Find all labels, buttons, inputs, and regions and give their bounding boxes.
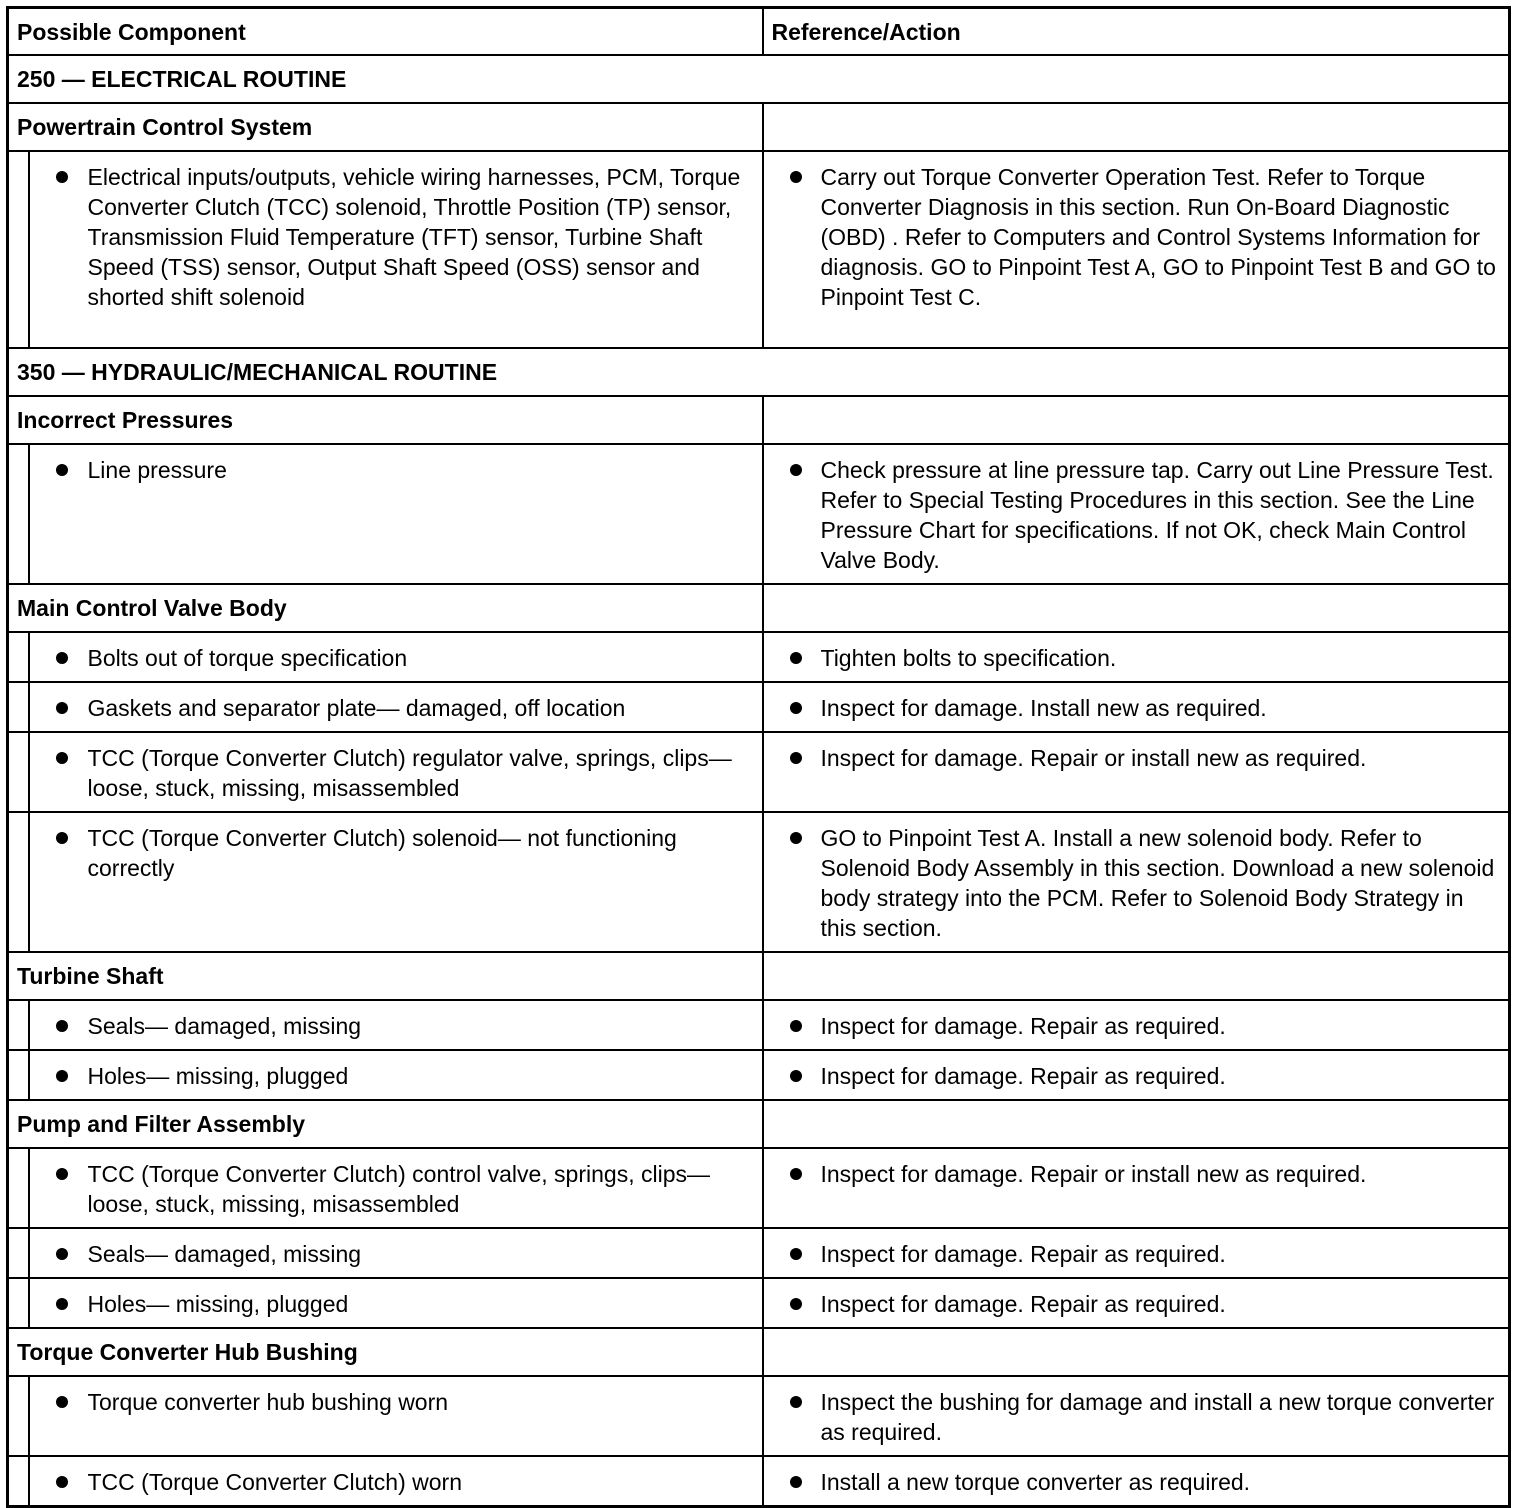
group-action-cell — [763, 1100, 1510, 1148]
table-row — [8, 632, 1510, 682]
table-row — [8, 732, 1510, 812]
action-cell — [763, 632, 1510, 682]
bullet-icon — [764, 1467, 821, 1497]
group-cell — [8, 584, 763, 632]
action-text: Inspect for damage. Repair as required. — [820, 1290, 1226, 1317]
group-row — [8, 1328, 1510, 1376]
component-cell — [29, 1456, 763, 1507]
component-text: Seals— damaged, missing — [87, 1240, 362, 1267]
bullet-icon — [30, 693, 88, 723]
component-text: Seals— damaged, missing — [87, 1012, 362, 1039]
group-action-cell — [763, 584, 1510, 632]
bullet-icon — [30, 1159, 88, 1219]
component-item — [30, 683, 762, 731]
action-text: Inspect for damage. Repair as required. — [820, 1012, 1226, 1039]
indent-cell — [8, 632, 29, 682]
group-title: Main Control Valve Body — [17, 594, 287, 621]
action-cell — [763, 1000, 1510, 1050]
bullet-icon — [30, 1289, 88, 1319]
component-text: TCC (Torque Converter Clutch) solenoid— not functioning correctly — [87, 824, 677, 881]
bullet-icon — [764, 693, 821, 723]
component-item — [30, 633, 762, 681]
component-item — [30, 1229, 762, 1277]
component-text: Holes— missing, plugged — [87, 1062, 349, 1089]
component-cell — [29, 682, 763, 732]
action-text: Inspect for damage. Install new as required. — [820, 694, 1267, 721]
action-text: Check pressure at line pressure tap. Carry out Line Pressure Test. Refer to Special Testing Procedures in this section. See the Line Pressure Chart for specifications. If not OK, check Main Control Valve Body. — [820, 456, 1494, 573]
component-cell — [29, 1050, 763, 1100]
group-title: Pump and Filter Assembly — [17, 1110, 305, 1137]
action-text: Install a new torque converter as required. — [820, 1468, 1251, 1495]
bullet-icon — [30, 1467, 88, 1497]
action-cell — [763, 1376, 1510, 1456]
table-row — [8, 1456, 1510, 1507]
action-text: Inspect for damage. Repair or install new as required. — [820, 744, 1367, 771]
group-action-cell — [763, 1328, 1510, 1376]
component-cell — [29, 732, 763, 812]
indent-cell — [8, 682, 29, 732]
group-action-cell — [763, 396, 1510, 444]
group-row — [8, 396, 1510, 444]
component-item — [30, 813, 762, 891]
component-item — [30, 445, 762, 493]
bullet-icon — [30, 1061, 88, 1091]
group-title: Torque Converter Hub Bushing — [17, 1338, 358, 1365]
indent-cell — [8, 1148, 29, 1228]
bullet-icon — [30, 1011, 88, 1041]
action-item — [764, 683, 1509, 731]
diagnosis-table-body — [8, 8, 1510, 1507]
action-text: Carry out Torque Converter Operation Test. Refer to Torque Converter Diagnosis in this section. Run On-Board Diagnostic (OBD) . Refer to Computers and Control Systems Information for diagnosis. GO to Pinpoint Test A, GO to Pinpoint Test B and GO to Pinpoint Test C. — [820, 163, 1496, 310]
bullet-icon — [764, 1011, 821, 1041]
component-text: Line pressure — [87, 456, 227, 483]
action-item — [764, 1051, 1509, 1099]
component-item — [30, 733, 762, 811]
header-action: Reference/Action — [771, 19, 961, 45]
action-item — [764, 633, 1509, 681]
section-row — [8, 348, 1510, 396]
bullet-icon — [30, 643, 88, 673]
table-row — [8, 1228, 1510, 1278]
table-row — [8, 151, 1510, 348]
group-cell — [8, 103, 763, 151]
bullet-icon — [764, 1061, 821, 1091]
component-cell — [29, 1228, 763, 1278]
action-text: Tighten bolts to specification. — [820, 644, 1117, 671]
indent-cell — [8, 732, 29, 812]
table-row — [8, 1050, 1510, 1100]
component-text: TCC (Torque Converter Clutch) regulator valve, springs, clips— loose, stuck, missing, misassembled — [87, 744, 732, 801]
bullet-icon — [764, 1159, 821, 1189]
header-component: Possible Component — [17, 19, 246, 45]
table-row — [8, 1278, 1510, 1328]
component-item — [30, 1457, 762, 1505]
table-row — [8, 1376, 1510, 1456]
action-text: Inspect for damage. Repair as required. — [820, 1240, 1226, 1267]
component-cell — [29, 151, 763, 348]
component-cell — [29, 812, 763, 952]
indent-cell — [8, 812, 29, 952]
action-item — [764, 1229, 1509, 1277]
indent-cell — [8, 1228, 29, 1278]
group-row — [8, 952, 1510, 1000]
bullet-icon — [30, 743, 88, 803]
group-row — [8, 584, 1510, 632]
group-title: Turbine Shaft — [17, 962, 164, 989]
section-title: 350 — HYDRAULIC/MECHANICAL ROUTINE — [17, 358, 498, 385]
bullet-icon — [764, 1387, 821, 1447]
bullet-icon — [30, 823, 88, 883]
group-cell — [8, 952, 763, 1000]
indent-cell — [8, 1456, 29, 1507]
action-cell — [763, 1050, 1510, 1100]
action-text: Inspect the bushing for damage and install a new torque converter as required. — [820, 1388, 1495, 1445]
bullet-icon — [764, 643, 821, 673]
component-text: TCC (Torque Converter Clutch) control valve, springs, clips— loose, stuck, missing, misassembled — [87, 1160, 710, 1217]
group-row — [8, 103, 1510, 151]
bullet-icon — [30, 162, 88, 312]
table-row — [8, 682, 1510, 732]
component-text: Bolts out of torque specification — [87, 644, 408, 671]
action-cell — [763, 812, 1510, 952]
indent-cell — [8, 1376, 29, 1456]
action-item — [764, 733, 1509, 781]
diagnosis-table — [6, 6, 1511, 1508]
action-cell — [763, 444, 1510, 584]
section-cell — [8, 55, 1510, 103]
action-text: GO to Pinpoint Test A. Install a new solenoid body. Refer to Solenoid Body Assembly in this section. Download a new solenoid body strategy into the PCM. Refer to Solenoid Body Strategy in this section. — [820, 824, 1495, 941]
group-cell — [8, 1328, 763, 1376]
bullet-icon — [764, 455, 821, 575]
bullet-icon — [764, 1289, 821, 1319]
action-cell — [763, 1228, 1510, 1278]
component-item — [30, 1051, 762, 1099]
indent-cell — [8, 1000, 29, 1050]
section-cell — [8, 348, 1510, 396]
header-component-cell — [8, 8, 763, 55]
group-action-cell — [763, 103, 1510, 151]
action-text: Inspect for damage. Repair as required. — [820, 1062, 1226, 1089]
indent-cell — [8, 1278, 29, 1328]
bullet-icon — [764, 1239, 821, 1269]
indent-cell — [8, 444, 29, 584]
component-item — [30, 1377, 762, 1425]
indent-cell — [8, 1050, 29, 1100]
action-item — [764, 1377, 1509, 1455]
component-text: Electrical inputs/outputs, vehicle wiring harnesses, PCM, Torque Converter Clutch (TCC) solenoid, Throttle Position (TP) sensor, Transmission Fluid Temperature (TFT) sensor, Turbine Shaft Speed (TSS) sensor, Output Shaft Speed (OSS) sensor and shorted shift solenoid — [87, 163, 741, 310]
component-item — [30, 1001, 762, 1049]
group-cell — [8, 396, 763, 444]
component-cell — [29, 1278, 763, 1328]
component-text: Torque converter hub bushing worn — [87, 1388, 449, 1415]
header-row — [8, 8, 1510, 55]
action-cell — [763, 151, 1510, 348]
component-cell — [29, 444, 763, 584]
section-title: 250 — ELECTRICAL ROUTINE — [17, 65, 347, 92]
component-cell — [29, 1376, 763, 1456]
action-cell — [763, 1456, 1510, 1507]
component-text: Gaskets and separator plate— damaged, off location — [87, 694, 626, 721]
action-text: Inspect for damage. Repair or install new as required. — [820, 1160, 1367, 1187]
bullet-icon — [764, 743, 821, 773]
table-row — [8, 444, 1510, 584]
component-text: TCC (Torque Converter Clutch) worn — [87, 1468, 463, 1495]
action-item — [764, 1457, 1509, 1505]
action-item — [764, 445, 1509, 583]
bullet-icon — [30, 1387, 88, 1417]
component-cell — [29, 632, 763, 682]
component-item — [30, 1149, 762, 1227]
action-cell — [763, 1278, 1510, 1328]
section-row — [8, 55, 1510, 103]
action-item — [764, 1279, 1509, 1327]
component-item — [30, 152, 762, 320]
group-title: Powertrain Control System — [17, 113, 313, 140]
action-cell — [763, 682, 1510, 732]
component-cell — [29, 1148, 763, 1228]
action-item — [764, 152, 1509, 320]
bullet-icon — [30, 1239, 88, 1269]
table-row — [8, 812, 1510, 952]
component-item — [30, 1279, 762, 1327]
indent-cell — [8, 151, 29, 348]
table-row — [8, 1000, 1510, 1050]
component-text: Holes— missing, plugged — [87, 1290, 349, 1317]
header-action-cell — [763, 8, 1510, 55]
group-row — [8, 1100, 1510, 1148]
action-cell — [763, 1148, 1510, 1228]
action-item — [764, 1149, 1509, 1197]
table-row — [8, 1148, 1510, 1228]
action-cell — [763, 732, 1510, 812]
bullet-icon — [764, 162, 821, 312]
bullet-icon — [30, 455, 88, 485]
bullet-icon — [764, 823, 821, 943]
group-action-cell — [763, 952, 1510, 1000]
component-cell — [29, 1000, 763, 1050]
action-item — [764, 1001, 1509, 1049]
action-item — [764, 813, 1509, 951]
group-cell — [8, 1100, 763, 1148]
group-title: Incorrect Pressures — [17, 406, 234, 433]
